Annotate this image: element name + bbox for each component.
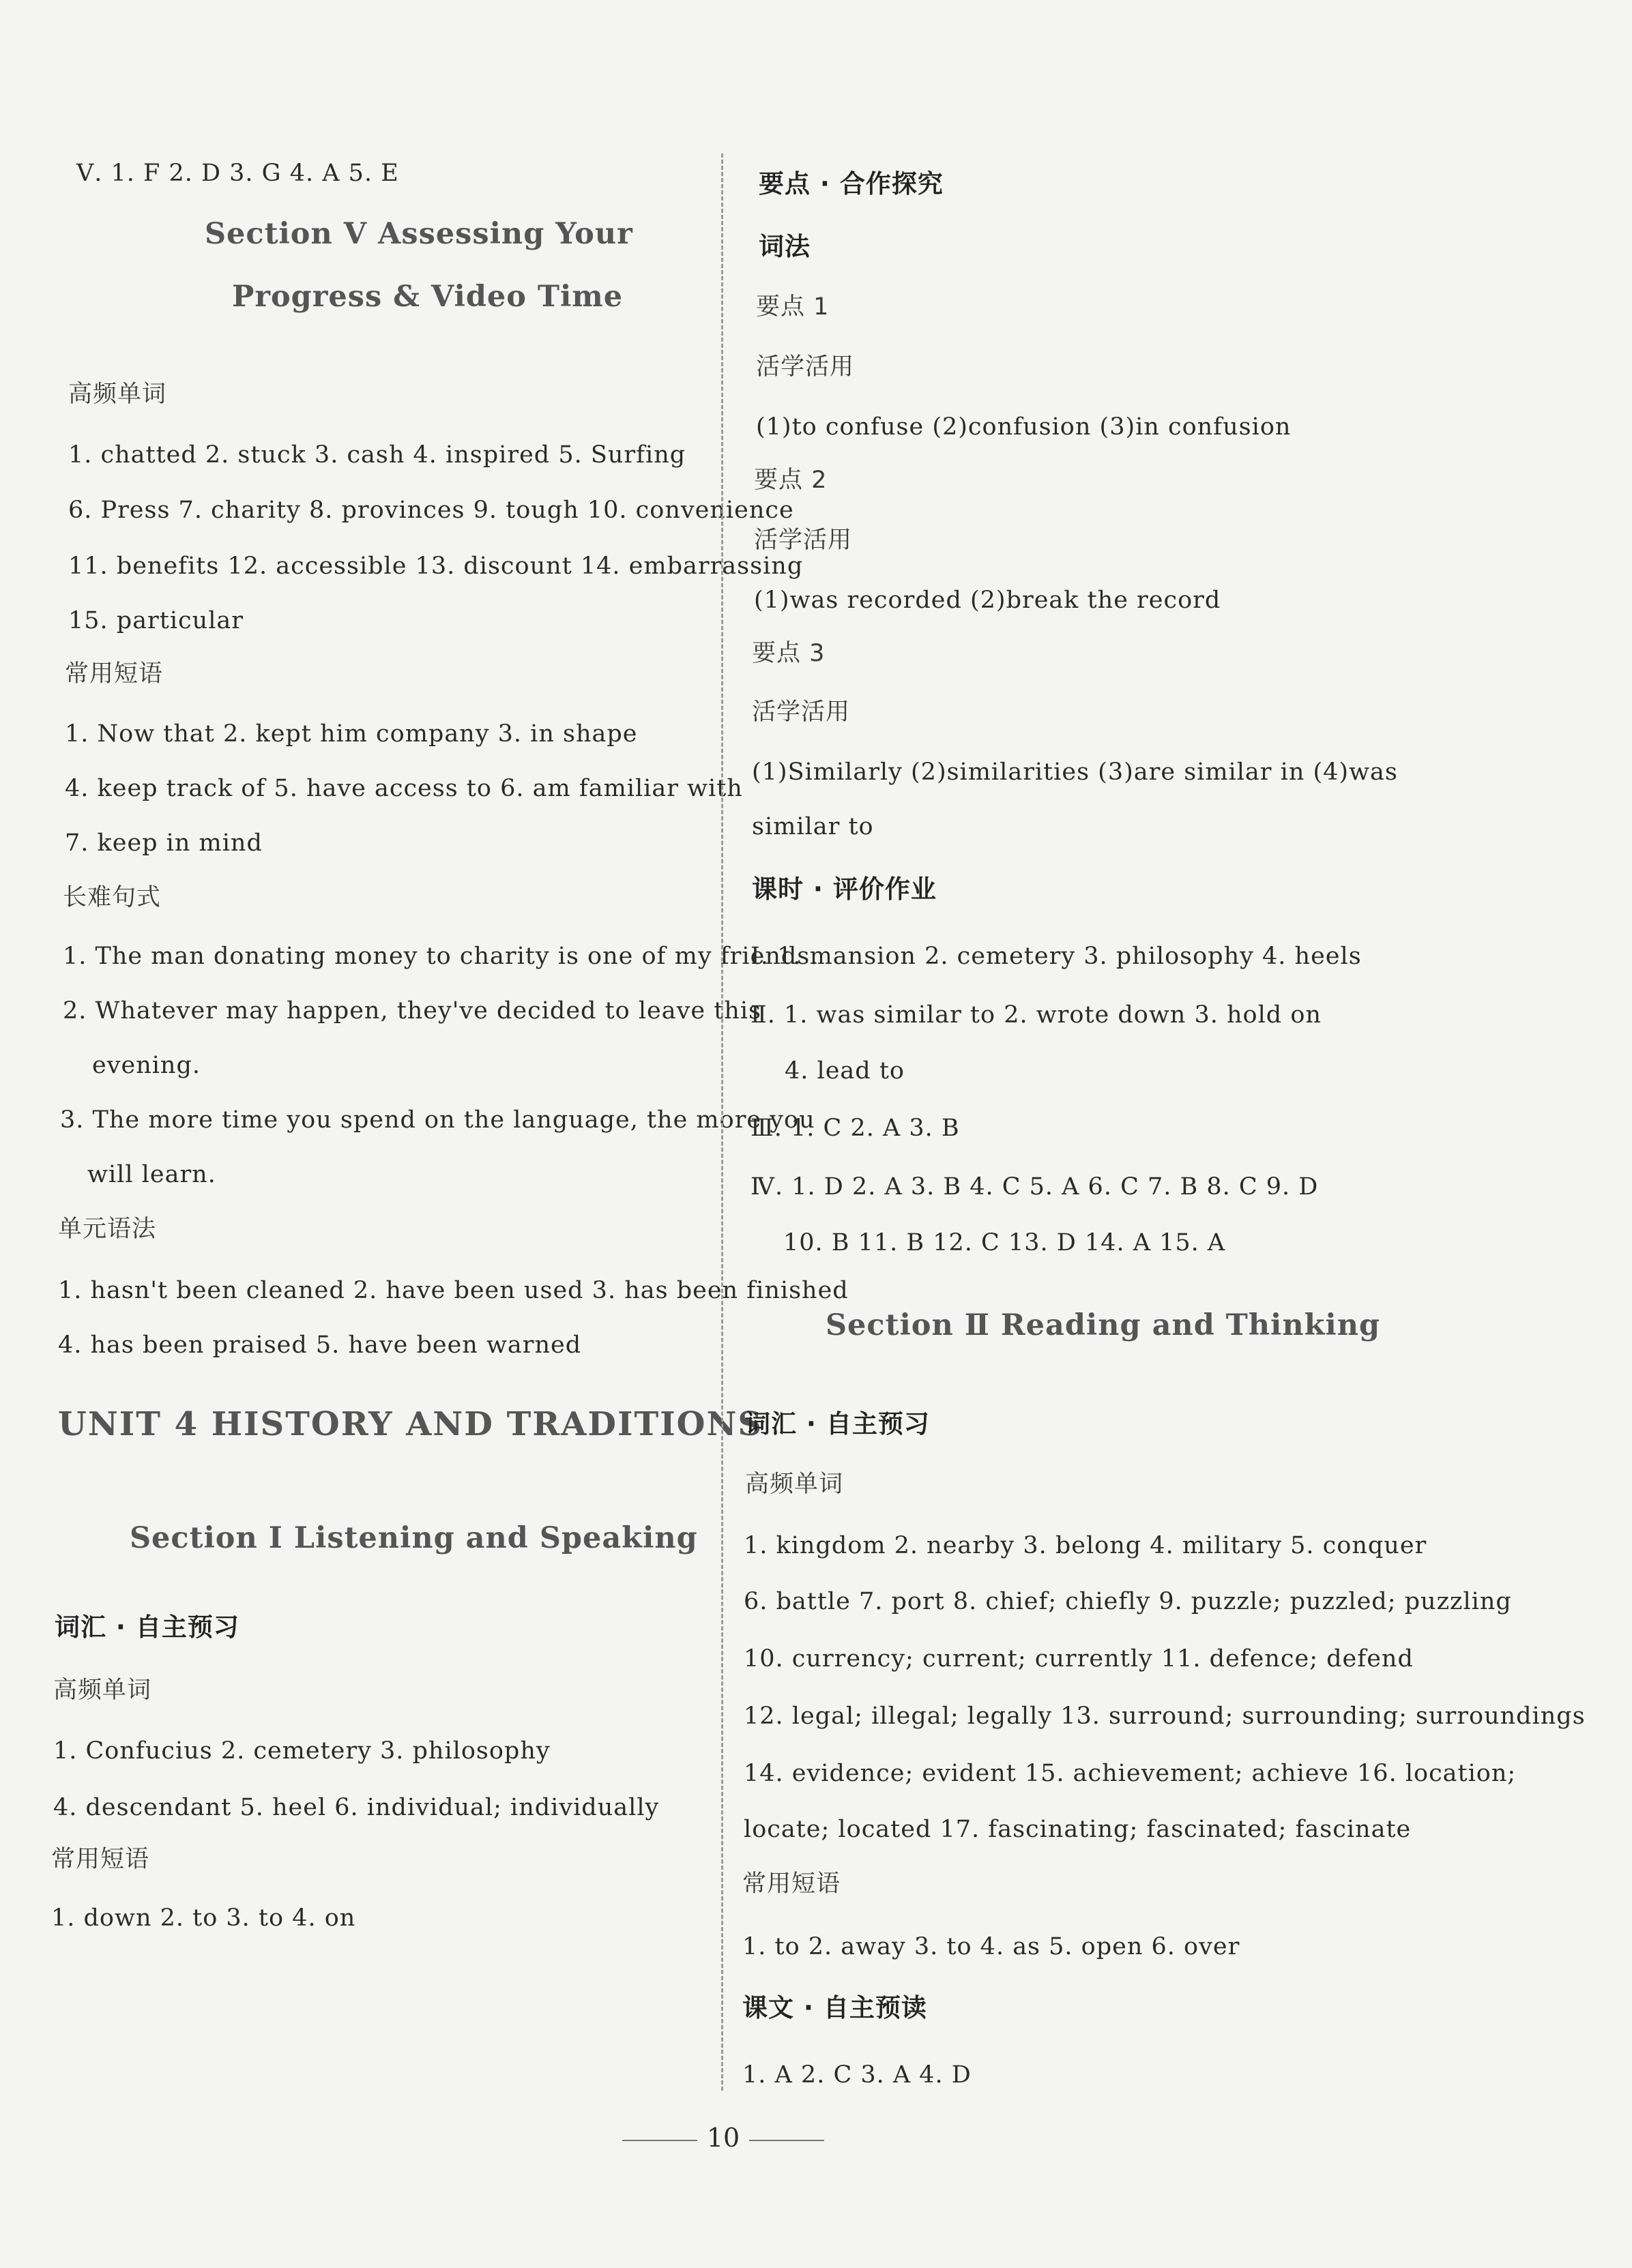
high-freq-heading-2: 高频单词 [53,1677,152,1704]
phrases-heading: 常用短语 [65,660,164,688]
section-v-title-line2: Progress & Video Time [232,280,624,314]
high-freq-2-line: 1. Confucius 2. cemetery 3. philosophy [53,1737,551,1765]
high-freq-line: 6. Press 7. charity 8. provinces 9. tough 10. convenience [68,497,794,524]
sentence-line: 3. The more time you spend on the language, the more you [60,1106,815,1134]
homework-ii: Ⅱ. 1. was similar to 2. wrote down 3. hold on [751,1001,1322,1029]
phrases-heading-right: 常用短语 [742,1870,841,1898]
section-v-title-line1: Section Ⅴ Assessing Your [205,217,633,251]
phrases-line: 1. Now that 2. kept him company 3. in shape [65,720,638,748]
unit-title: UNIT 4 HISTORY AND TRADITIONS [58,1405,763,1443]
page-number-rule-right [749,2140,824,2141]
homework-i: Ⅰ. 1. mansion 2. cemetery 3. philosophy 4. heels [751,943,1362,970]
answers-3-cont: similar to [752,813,874,840]
apply-3: 活学活用 [752,698,851,726]
phrases-right-line: 1. to 2. away 3. to 4. as 5. open 6. over [742,1933,1240,1960]
apply-1: 活学活用 [756,353,855,381]
sentence-line: evening. [92,1052,201,1079]
answers-3: (1)Similarly (2)similarities (3)are similar in (4)was [752,759,1398,786]
high-freq-line: 15. particular [68,607,244,634]
sentence-line: will learn. [87,1161,216,1188]
vocab-heading-right: 词汇 · 自主预习 [745,1409,930,1439]
phrases-line: 4. keep track of 5. have access to 6. am familiar with [65,775,743,802]
answers-v: Ⅴ. 1. F 2. D 3. G 4. A 5. E [76,160,399,187]
sentence-line: 1. The man donating money to charity is one of my friends. [63,943,819,970]
high-freq-heading-right: 高频单词 [745,1471,844,1498]
high-freq-right-line: 6. battle 7. port 8. chief; chiefly 9. puzzle; puzzled; puzzling [744,1588,1512,1615]
point-1: 要点 1 [756,293,830,321]
high-freq-line: 1. chatted 2. stuck 3. cash 4. inspired 5. Surfing [68,441,686,469]
page-number-text: 10 [706,2123,740,2153]
high-freq-line: 11. benefits 12. accessible 13. discount 14. embarrassing [68,553,804,580]
grammar-line: 4. has been praised 5. have been warned [58,1331,582,1359]
homework-iv-cont: 10. B 11. B 12. C 13. D 14. A 15. A [783,1229,1226,1256]
page-number-rule-left [622,2140,697,2141]
homework-iv: Ⅳ. 1. D 2. A 3. B 4. C 5. A 6. C 7. B 8. C 9. D [751,1173,1319,1201]
section-ii-title: Section Ⅱ Reading and Thinking [826,1308,1381,1342]
homework-iii: Ⅲ. 1. C 2. A 3. B [751,1115,960,1142]
phrases-2-line: 1. down 2. to 3. to 4. on [51,1904,356,1932]
column-divider [721,153,723,2091]
lexis-heading: 词法 [759,232,811,261]
sentence-line: 2. Whatever may happen, they've decided to leave this [63,997,761,1025]
high-freq-right-line: 12. legal; illegal; legally 13. surround; surrounding; surroundings [744,1703,1586,1730]
high-freq-2-line: 4. descendant 5. heel 6. individual; individually [53,1794,660,1821]
high-freq-heading: 高频单词 [68,381,167,408]
homework-heading: 课时 · 评价作业 [752,874,937,904]
vocab-heading: 词汇 · 自主预习 [55,1612,239,1642]
key-points-heading: 要点 · 合作探究 [759,169,944,198]
text-answers: 1. A 2. C 3. A 4. D [742,2061,972,2089]
point-2: 要点 2 [754,467,828,494]
high-freq-right-line: 14. evidence; evident 15. achievement; achieve 16. location; [744,1760,1517,1787]
answers-1: (1)to confuse (2)confusion (3)in confusion [756,413,1292,441]
phrases-heading-2: 常用短语 [51,1846,150,1873]
homework-ii-cont: 4. lead to [785,1057,905,1085]
high-freq-right-line: 1. kingdom 2. nearby 3. belong 4. military 5. conquer [744,1532,1427,1559]
phrases-line: 7. keep in mind [65,829,263,857]
sentences-heading: 长难句式 [63,884,162,911]
grammar-heading: 单元语法 [58,1216,157,1243]
high-freq-right-line: locate; located 17. fascinating; fascinated; fascinate [744,1816,1412,1843]
answers-2: (1)was recorded (2)break the record [754,587,1221,614]
high-freq-right-line: 10. currency; current; currently 11. defence; defend [744,1645,1414,1673]
page-number [0,2123,1446,2153]
section-i-title: Section Ⅰ Listening and Speaking [130,1521,698,1555]
point-3: 要点 3 [752,640,826,667]
text-heading: 课文 · 自主预读 [742,1993,927,2022]
apply-2: 活学活用 [754,527,853,554]
grammar-line: 1. hasn't been cleaned 2. have been used 3. has been finished [58,1277,849,1304]
